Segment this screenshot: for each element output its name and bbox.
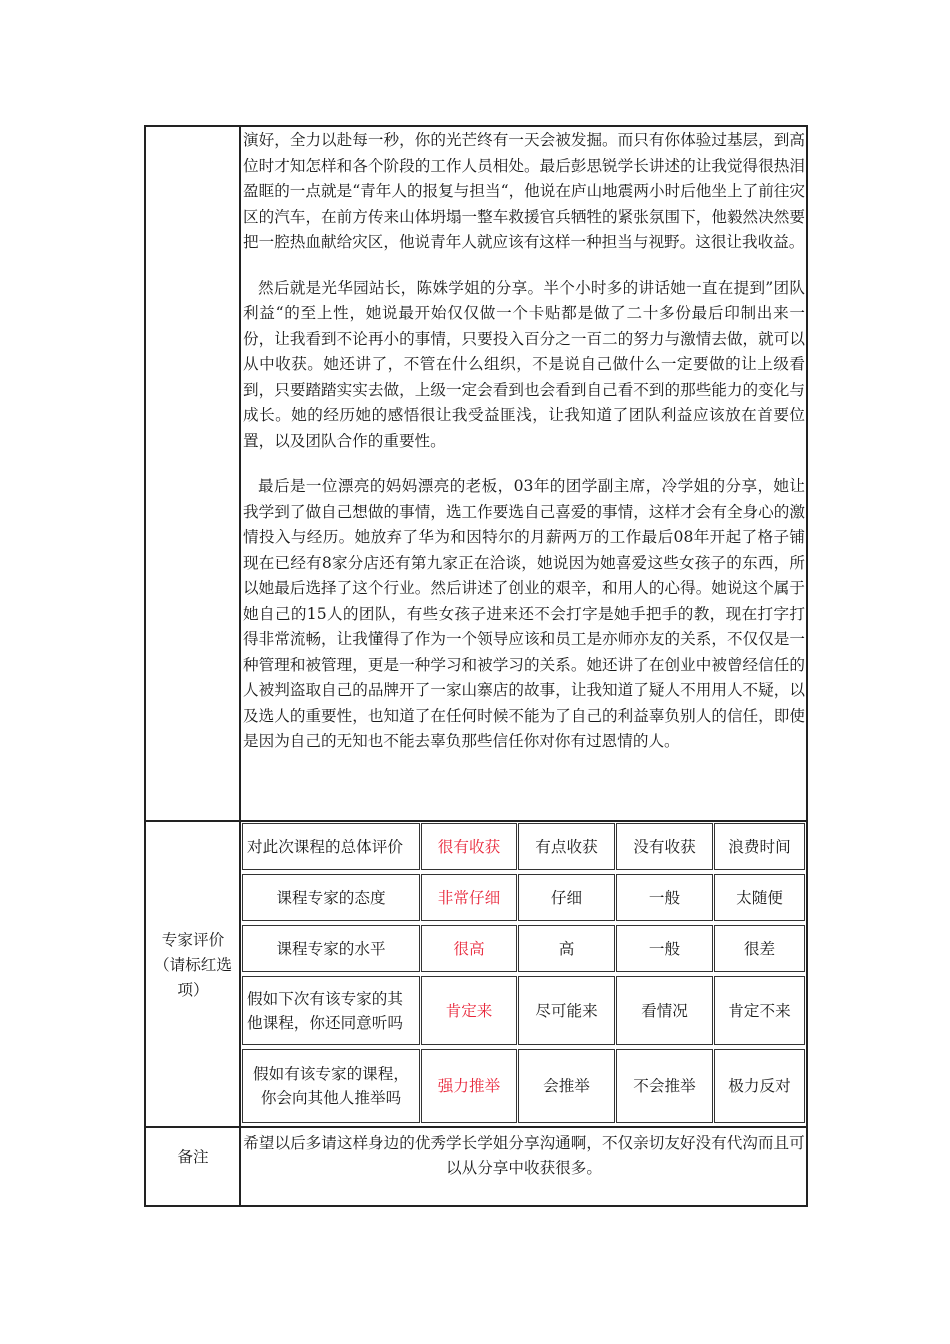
option-cell[interactable]: 有点收获 bbox=[518, 823, 615, 870]
paragraph: 然后就是光华园站长，陈姝学姐的分享。半个小时多的讲话她一直在提到”团队利益“的至上性，她说最开始仅仅做一个卡贴都是做了二十多份最后印制出来一份，让我看到不论再小的事情，只要投入百分之一百二的努力与激情去做，就可以从中收获。她还讲了，不管在什么组织，不是说自己做什么一定要做的让上级看到，只要踏踏实实去做，上级一定会看到也会看到自己看不到的那些能力的变化与成长。她的经历她的感悟很让我受益匪浅，让我知道了团队利益应该放在首要位置，以及团队合作的重要性。 bbox=[243, 278, 805, 450]
option-cell[interactable]: 没有收获 bbox=[616, 823, 713, 870]
paragraph: 最后是一位漂亮的妈妈漂亮的老板，03年的团学副主席，冷学姐的分享，她让我学到了做自己想做的事情，选工作要选自己喜爱的事情，这样才会有全身心的激情投入与经历。她放弃了华为和因特尔的月薪两万的工作最后08年开起了格子铺现在已经有8家分店还有第九家正在洽谈，她说因为她喜爱这些女孩子的东西，所以她最后选择了这个行业。然后讲述了创业的艰辛，和用人的心得。她说这个属于她自己的15人的团队，有些女孩子进来还不会打字是她手把手的教，现在打字打得非常流畅，让我懂得了作为一个领导应该和员工是亦师亦友的关系，不仅仅是一种管理和被管理，更是一种学习和被学习的关系。她还讲了在创业中被曾经信任的人被判盗取自己的品牌开了一家山寨店的故事，让我知道了疑人不用用人不疑，以及选人的重要性，也知道了在任何时候不能为了自己的利益辜负别人的信任，即使是因为自己的无知也不能去辜负那些信任你对你有过恩情的人。 bbox=[243, 477, 805, 750]
option-cell[interactable]: 很有收获 bbox=[421, 823, 517, 870]
option-cell[interactable]: 极力反对 bbox=[714, 1049, 805, 1123]
question-cell: 课程专家的态度 bbox=[242, 874, 420, 921]
option-cell[interactable]: 不会推举 bbox=[616, 1049, 713, 1123]
option-cell[interactable]: 看情况 bbox=[616, 976, 713, 1045]
option-cell[interactable]: 会推举 bbox=[518, 1049, 615, 1123]
option-cell[interactable]: 高 bbox=[518, 925, 615, 972]
question-cell: 对此次课程的总体评价 bbox=[242, 823, 420, 870]
question-cell: 课程专家的水平 bbox=[242, 925, 420, 972]
narrative-text bbox=[243, 128, 805, 755]
remarks-text: 希望以后多请这样身边的优秀学长学姐分享沟通啊，不仅亲切友好没有代沟而且可以从分享中收获很多。 bbox=[243, 1134, 805, 1177]
question-cell: 假如有该专家的课程，你会向其他人推举吗 bbox=[242, 1049, 420, 1123]
option-cell[interactable]: 强力推举 bbox=[421, 1049, 517, 1123]
option-cell[interactable]: 太随便 bbox=[714, 874, 805, 921]
option-cell[interactable]: 很高 bbox=[421, 925, 517, 972]
option-cell[interactable]: 尽可能来 bbox=[518, 976, 615, 1045]
option-cell[interactable]: 浪费时间 bbox=[714, 823, 805, 870]
row-divider bbox=[146, 1126, 806, 1128]
evaluation-label: 专家评价（请标红选项） bbox=[154, 931, 232, 999]
option-cell[interactable]: 肯定不来 bbox=[714, 976, 805, 1045]
column-divider bbox=[239, 127, 241, 1205]
option-cell[interactable]: 仔细 bbox=[518, 874, 615, 921]
option-cell[interactable]: 肯定来 bbox=[421, 976, 517, 1045]
option-cell[interactable]: 一般 bbox=[616, 925, 713, 972]
option-cell[interactable]: 一般 bbox=[616, 874, 713, 921]
option-cell[interactable]: 非常仔细 bbox=[421, 874, 517, 921]
option-cell[interactable]: 很差 bbox=[714, 925, 805, 972]
paragraph: 演好，全力以赴每一秒，你的光芒终有一天会被发掘。而只有你体验过基层，到高位时才知怎样和各个阶段的工作人员相处。最后彭思锐学长讲述的让我觉得很热泪盈眶的一点就是“青年人的报复与担当“，他说在庐山地震两小时后他坐上了前往灾区的汽车，在前方传来山体坍塌一整车救援官兵牺牲的紧张氛围下，他毅然决然要把一腔热血献给灾区，他说青年人就应该有这样一种担当与视野。这很让我收益。 bbox=[243, 131, 805, 251]
row-divider bbox=[146, 820, 806, 822]
remarks-label: 备注 bbox=[177, 1148, 209, 1166]
question-cell: 假如下次有该专家的其他课程，你还同意听吗 bbox=[242, 976, 420, 1045]
